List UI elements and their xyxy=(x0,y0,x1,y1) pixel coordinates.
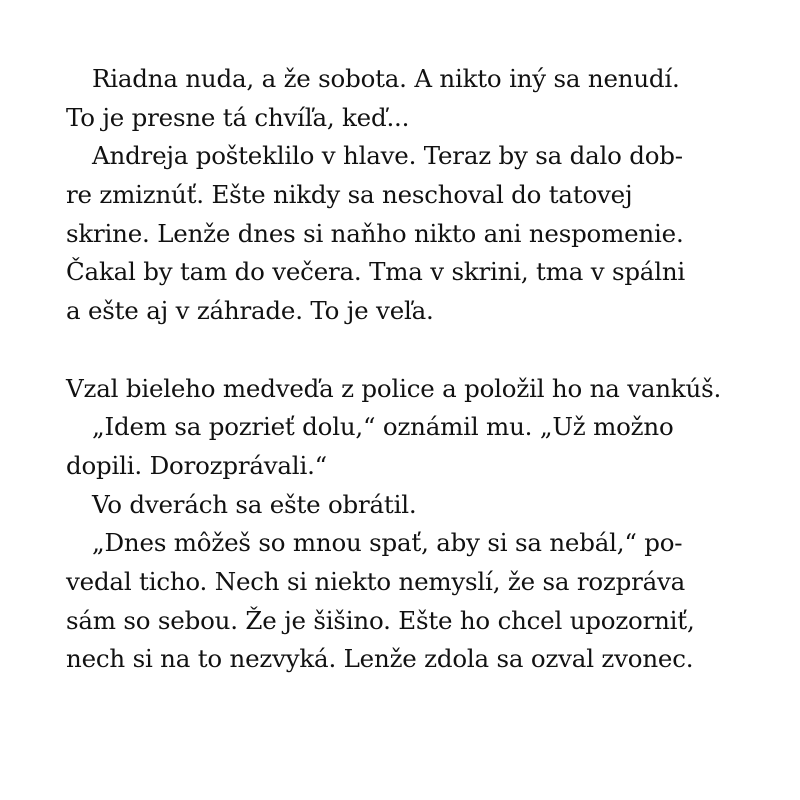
paragraph-andreja xyxy=(66,137,746,330)
text-line: Andreja pošteklilo v hlave. Teraz by sa dalo dob- xyxy=(92,141,683,171)
book-page-text xyxy=(66,60,746,679)
text-line: Vzal bieleho medveďa z police a položil ho na vankúš. xyxy=(66,373,722,403)
text-line: To je presne tá chvíľa, keď... xyxy=(66,102,410,132)
text-line: re zmiznúť. Ešte nikdy sa neschoval do tatovej xyxy=(66,180,633,210)
paragraph-vo-dverach xyxy=(66,486,746,525)
text-line: „Idem sa pozrieť dolu,“ oznámil mu. „Už možno xyxy=(92,412,674,442)
text-line: sám so sebou. Že je šišino. Ešte ho chcel upozorniť, xyxy=(66,605,695,635)
text-line: dopili. Dorozprávali.“ xyxy=(66,450,327,480)
text-line: skrine. Lenže dnes si naňho nikto ani nespomenie. xyxy=(66,218,684,248)
paragraph-riadna-nuda xyxy=(66,60,746,137)
text-line: a ešte aj v záhrade. To je veľa. xyxy=(66,296,434,326)
text-line: Riadna nuda, a že sobota. A nikto iný sa nenudí. xyxy=(92,64,680,93)
text-line: Čakal by tam do večera. Tma v skrini, tma v spálni xyxy=(66,257,686,287)
text-line: „Dnes môžeš so mnou spať, aby si sa nebál,“ po- xyxy=(92,528,683,558)
section-break xyxy=(66,331,746,370)
paragraph-dnes-mozes xyxy=(66,524,746,679)
paragraph-idem-sa-pozriet xyxy=(66,408,746,485)
paragraph-vzal-medveda xyxy=(66,370,746,409)
text-line: Vo dverách sa ešte obrátil. xyxy=(92,489,417,519)
text-line: vedal ticho. Nech si niekto nemyslí, že sa rozpráva xyxy=(66,566,686,596)
text-line: nech si na to nezvyká. Lenže zdola sa ozval zvonec. xyxy=(66,644,694,674)
